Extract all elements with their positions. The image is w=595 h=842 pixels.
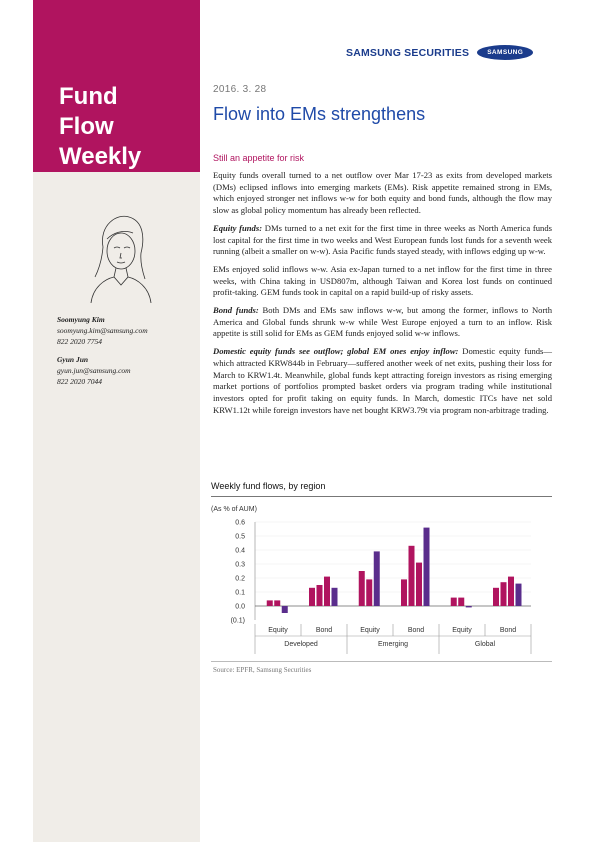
chart-bar (332, 588, 338, 606)
chart-title: Weekly fund flows, by region (211, 481, 326, 491)
author-name: Soomyung Kim (57, 315, 105, 324)
page-title: Flow into EMs strengthens (213, 104, 426, 124)
author-list (57, 314, 148, 387)
author-email[interactable]: soomyung.kim@samsung.com (57, 326, 148, 335)
author-phone: 822 2020 7754 (57, 337, 102, 346)
report-date: 2016. 3. 28 (213, 84, 267, 95)
chart-bar (366, 579, 372, 606)
chart-bar (458, 598, 464, 606)
paragraph-lead: Equity funds: (213, 222, 263, 233)
group-label: Developed (284, 641, 318, 648)
chart-bar (324, 577, 330, 606)
x-tick-label: Equity (268, 627, 288, 634)
y-tick-label: 0.5 (235, 533, 245, 541)
author-name: Gyun Jun (57, 355, 89, 364)
chart-bar (359, 571, 365, 606)
divider (211, 661, 552, 662)
chart-bar (267, 600, 273, 606)
report-title (59, 82, 141, 172)
x-tick-label: Bond (315, 627, 333, 634)
paragraph: Domestic equity funds see outflow; global EM ones enjoy inflow: Domestic equity funds—which attracted KRW844b in February—suffered another week of net exits, pushing their loss for March to KRW1.4t. Meanwhile, global funds kept attracting foreign investors as rising emerging market portions of portfolios prompted basket orders via program trading while institutional investors opted for profit taking on equity funds. In March, domestic ITCs have net sold KRW1.12t while foreign investors have net bought KRW3.79t via program non-arbitrage trading. (213, 346, 552, 415)
y-axis-label: (As % of AUM) (211, 506, 257, 513)
samsung-securities-logo (346, 45, 533, 60)
y-tick-label: 0.4 (235, 547, 245, 555)
report-banner (33, 0, 200, 172)
chart-bar (508, 577, 514, 606)
sidebar (33, 0, 200, 842)
x-tick-label: Bond (499, 627, 517, 634)
divider (211, 496, 552, 497)
logo-text: SAMSUNG SECURITIES (346, 46, 470, 59)
chart-bar (317, 585, 323, 606)
paragraph-lead: Bond funds: (213, 305, 259, 316)
paragraph: Equity funds: DMs turned to a net exit for the first time in three weeks as North America funds lost capital for the first time in two weeks and West European funds lost funds for a seventh week running (albeit a smaller on w-w). Asia Pacific funds stayed steady, with inflows edging up w-w. (213, 222, 552, 257)
paragraph: Equity funds overall turned to a net outflow over Mar 17-23 as exits from developed markets (DMs) eclipsed inflows into emerging markets (EMs). Risk appetite remained strong in EMs, which enjoyed stronger net inflows w-w for both equity and bond funds, although the flow may slow as global policy momentum has already been reflected. (213, 170, 552, 216)
x-tick-label: Bond (407, 627, 425, 634)
chart-bar (282, 606, 288, 613)
chart-bar (493, 588, 499, 606)
y-tick-label: 0.2 (235, 575, 245, 583)
report-title-line: Fund (59, 83, 118, 110)
group-label: Emerging (378, 641, 408, 648)
report-title-line: Weekly (59, 143, 142, 170)
group-label: Global (474, 641, 496, 648)
x-tick-label: Equity (360, 627, 380, 634)
chart-bar (274, 600, 280, 606)
analyst-portrait (83, 207, 159, 303)
fund-flow-chart (211, 500, 552, 660)
y-tick-label: (0.1) (230, 617, 245, 625)
source-note: Source: EPFR, Samsung Securities (213, 666, 312, 674)
y-tick-label: 0.3 (235, 561, 245, 569)
chart-bar (424, 528, 430, 606)
chart-bar (501, 582, 507, 606)
paragraph-lead: Domestic equity funds see outflow; global EM ones enjoy inflow: (213, 346, 459, 357)
chart-bar (374, 551, 380, 606)
report-title-line: Flow (59, 113, 114, 140)
y-tick-label: 0.6 (235, 519, 245, 527)
paragraph: Bond funds: Both DMs and EMs saw inflows w-w, but among the former, inflows to North America and Global funds shrunk w-w while West Europe enjoyed a turn to an inflow. Risk appetite is still solid for EMs as GEM funds enjoyed solid w-w inflows. (213, 305, 552, 339)
y-tick-label: 0.1 (235, 589, 245, 597)
x-tick-label: Equity (452, 627, 472, 634)
chart-bar (409, 546, 415, 606)
y-tick-label: 0.0 (235, 603, 245, 611)
chart-bar (516, 584, 522, 606)
author-phone: 822 2020 7044 (57, 377, 102, 386)
section-subtitle: Still an appetite for risk (213, 153, 305, 163)
paragraph: EMs enjoyed solid inflows w-w. Asia ex-Japan turned to a net inflow for the first time in three weeks, with China taking in USD807m, although Taiwan and Korea lost funds on continued profit-taking. GEM funds took in capital on a rapid build-up of risky assets. (213, 263, 552, 298)
chart-bar (309, 588, 315, 606)
chart-bar (401, 579, 407, 606)
chart-bar (416, 563, 422, 606)
chart-bar (451, 598, 457, 606)
samsung-logo-badge: SAMSUNG (477, 45, 533, 60)
chart-bar (466, 606, 472, 607)
report-body (213, 170, 552, 422)
author-email[interactable]: gyun.jun@samsung.com (57, 366, 131, 375)
